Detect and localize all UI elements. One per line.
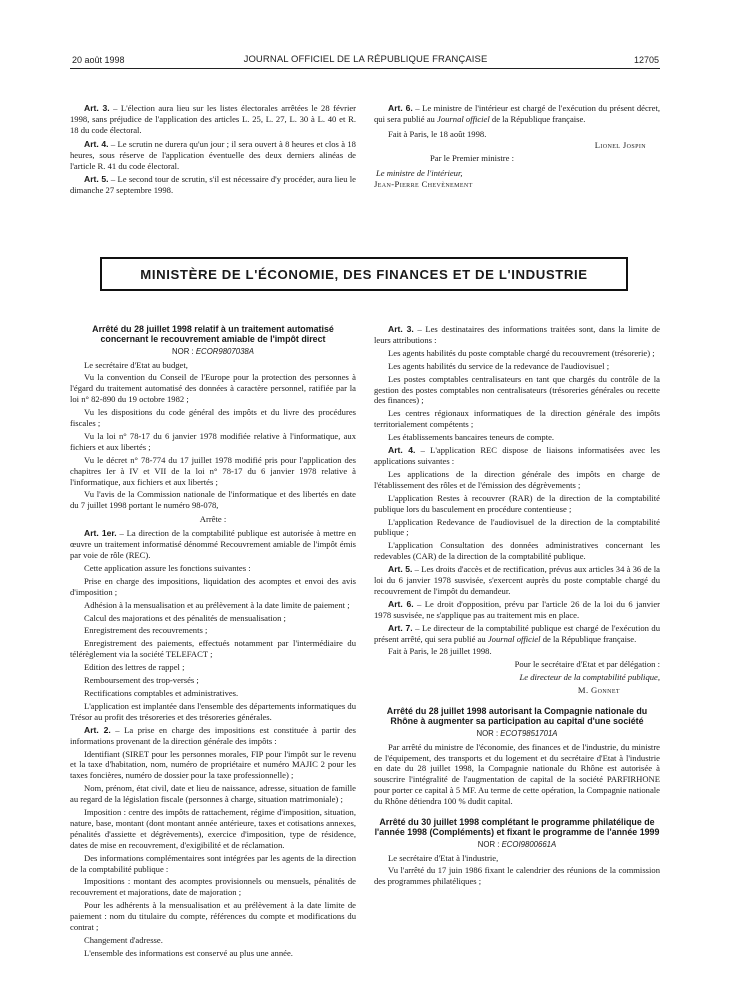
header-date: 20 août 1998 bbox=[72, 55, 125, 65]
article-3: Art. 3. – Les destinataires des informations traitées sont, dans la limite de leurs attributions : bbox=[374, 324, 660, 345]
list-item: L'application Restes à recouvrer (RAR) de la direction de la comptabilité publique lors du basculement en procédure contentieuse ; bbox=[374, 492, 660, 514]
article-2: Art. 2. – La prise en charge des impositions est constituée à partir des informations provenant de la direction générale des impôts : bbox=[70, 724, 356, 746]
list-item: Pour les adhérents à la mensualisation et au prélèvement à la date limite de paiement : nom du titulaire du compte, références du compte et modifications du contrat ; bbox=[70, 900, 356, 933]
list-item: Les agents habilités du poste comptable chargé du recouvrement (trésorerie) ; bbox=[388, 347, 655, 358]
list-item: Rectifications comptables et administratives. bbox=[84, 687, 239, 698]
list-item: Des informations complémentaires sont intégrées par les agents de la direction de la comptabilité publique : bbox=[70, 852, 356, 874]
fait-a-paris-decret: Fait à Paris, le 18 août 1998. bbox=[388, 128, 487, 139]
top-left-column bbox=[70, 103, 356, 198]
list-item: Edition des lettres de rappel ; bbox=[84, 662, 185, 673]
visa-loi-78-17: Vu la loi n° 78-17 du 6 janvier 1978 modifiée relative à l'informatique, aux fichiers et aux libertés ; bbox=[70, 430, 356, 452]
arrete-2-body: Par arrêté du ministre de l'économie, des finances et de l'industrie, du ministre de l'équipement, des transports et du logement et du secrétaire d'Etat à l'industrie en date du 28 juillet 1998, la Compagnie nationale du Rhône est autorisée à souscrire l'intégralité de l'augmentation de capital de la société PARFIRHONE pour porter ce capital à 5 MF. Au terme de cette opération, la Compagnie nationale du Rhône détiendra 100 % dudit capital. bbox=[374, 741, 660, 807]
article-1: Art. 1er. – La direction de la comptabilité publique est autorisée à mettre en œuvre un traitement informatisé dénommé Recouvrement amiable de l'impôt émis par voie de rôle (REC). bbox=[70, 528, 356, 560]
visa-secretaire: Le secrétaire d'Etat au budget, bbox=[84, 359, 188, 370]
list-item: Les établissements bancaires teneurs de compte. bbox=[388, 432, 555, 443]
visa-convention: Vu la convention du Conseil de l'Europe pour la protection des personnes à l'égard du traitement automatisé des données à caractère personnel, ratifiée par la loi n° 82-890 du 19 octobre 1982 ; bbox=[70, 372, 356, 405]
list-item: Calcul des majorations et des pénalités de mensualisation ; bbox=[84, 612, 286, 623]
list-item: Enregistrement des paiements, effectués notamment par l'intermédiaire du télérèglement via la société TELEFACT ; bbox=[70, 638, 356, 660]
signer-gonnet: M. Gonnet bbox=[577, 685, 620, 696]
header-page-number: 12705 bbox=[633, 55, 659, 65]
left-main-column bbox=[70, 324, 356, 961]
arrete-heading: Arrête : bbox=[199, 514, 227, 525]
visa-secretaire-industrie: Le secrétaire d'Etat à l'industrie, bbox=[388, 852, 499, 863]
article-5: Art. 5. – Les droits d'accès et de rectification, prévus aux articles 34 à 36 de la loi du 6 janvier 1978 susvisée, s'exercent auprès du poste comptable chargé du recouvrement de l'impôt du demandeur. bbox=[374, 564, 660, 596]
arrete-3-nor: NOR : ECOI9800661A bbox=[477, 839, 557, 849]
list-item: Impositions : montant des acomptes provisionnels ou mensuels, pénalités de recouvrement et majorations, date de majoration ; bbox=[70, 876, 356, 898]
article-4-decret: Art. 4. – Le scrutin ne durera qu'un jour ; il sera ouvert à 8 heures et clos à 18 heures, sous réserve de l'application éventuelle des deux derniers alinéas de l'article R. 41 du code électoral. bbox=[70, 138, 356, 171]
article-3-decret: Art. 3. – L'élection aura lieu sur les listes électorales arrêtées le 28 février 1998, sans préjudice de l'application des articles L. 25, L. 27, L. 30 à L. 40 et R. 18 du code électoral. bbox=[70, 103, 357, 135]
visa-decret-78-774: Vu le décret n° 78-774 du 17 juillet 1978 modifié pris pour l'application des chapitres Ier à IV et VII de la loi n° 78-17 du 6 janvier 1978 relative à l'informatique, aux fichiers et aux libertés ; bbox=[70, 454, 356, 487]
list-item: Imposition : centre des impôts de rattachement, régime d'imposition, situation, nature, base, montant (dont montant année antérieure, taxes et cotisations annexes, pénalités d'assiette et dégrèvements), exercice d'imposition, type de résidence, dates de mise en recouvrement, d'exigibilité et de réclamation. bbox=[70, 807, 356, 850]
article-7: Art. 7. – Le directeur de la comptabilité publique est chargé de l'exécution du présent arrêté, qui sera publié au Journal officiel de la République française. bbox=[374, 622, 660, 644]
minister-name: Jean-Pierre Chevènement bbox=[374, 179, 473, 190]
list-item: Prise en charge des impositions, liquidation des acomptes et envoi des avis d'imposition ; bbox=[70, 575, 356, 597]
top-right-column bbox=[374, 103, 660, 192]
list-item: L'application Redevance de l'audiovisuel de la direction de la comptabilité publique ; bbox=[374, 516, 660, 538]
right-main-column bbox=[374, 324, 660, 889]
article-5-decret: Art. 5. – Le second tour de scrutin, s'il est nécessaire d'y procéder, aura lieu le dimanche 27 septembre 1998. bbox=[70, 174, 357, 196]
article-6-decret: Art. 6. – Le ministre de l'intérieur est chargé de l'exécution du présent décret, qui sera publié au Journal officiel de la République française. bbox=[374, 103, 660, 124]
arrete-3-title: Arrêté du 30 juillet 1998 complétant le programme philatélique de l'année 1998 (Compléments) et fixant le programme de l'année 1999 bbox=[374, 817, 660, 838]
directeur-title: Le directeur de la comptabilité publique, bbox=[519, 672, 660, 683]
header-rule bbox=[70, 68, 660, 69]
signer-premier-ministre: Lionel Jospin bbox=[594, 139, 646, 150]
article-6: Art. 6. – Le droit d'opposition, prévu par l'article 26 de la loi du 6 janvier 1978 susvisée, ne s'applique pas au traitement mis en place. bbox=[374, 598, 660, 620]
list-item: L'application Consultation des données administratives concernant les redevables (CAR) de la direction de la comptabilité publique. bbox=[374, 540, 660, 562]
list-item: Adhésion à la mensualisation et au prélèvement à la date limite de paiement ; bbox=[84, 599, 350, 610]
fait-a-paris-arrete: Fait à Paris, le 28 juillet 1998. bbox=[388, 646, 492, 657]
ministry-banner: MINISTÈRE DE L'ÉCONOMIE, DES FINANCES ET DE L'INDUSTRIE bbox=[100, 257, 628, 291]
list-item: Les postes comptables centralisateurs en tant que chargés du contrôle de la gestion des postes comptables non centralisateurs (trésoreries générales ou recette des finances) ; bbox=[374, 373, 660, 406]
page-header bbox=[0, 52, 731, 68]
header-journal-title: JOURNAL OFFICIEL DE LA RÉPUBLIQUE FRANÇAISE bbox=[243, 54, 488, 65]
list-item: L'ensemble des informations est conservé au plus une année. bbox=[84, 947, 293, 958]
arrete-2-title: Arrêté du 28 juillet 1998 autorisant la Compagnie nationale du Rhône à augmenter sa participation au capital d'une société bbox=[386, 706, 648, 727]
visa-cnil: Vu l'avis de la Commission nationale de l'informatique et des libertés en date du 7 juillet 1998 portant le numéro 98-078, bbox=[70, 489, 356, 511]
visa-code-impots: Vu les dispositions du code général des impôts et du livre des procédures fiscales ; bbox=[70, 407, 356, 429]
list-item: Les applications de la direction générale des impôts en charge de l'établissement des rôles et de l'émission des dégrèvements ; bbox=[374, 468, 660, 490]
list-item: Cette application assure les fonctions suivantes : bbox=[84, 562, 251, 573]
list-item: Remboursement des trop-versés ; bbox=[84, 675, 199, 686]
list-item: Enregistrement des recouvrements ; bbox=[84, 625, 208, 636]
pour-delegation: Pour le secrétaire d'Etat et par délégation : bbox=[514, 659, 660, 670]
list-item: L'application est implantée dans l'ensemble des départements informatiques du Trésor au profit des trésoreries et des trésoreries générales. bbox=[70, 700, 356, 722]
par-premier-ministre: Par le Premier ministre : bbox=[430, 152, 515, 163]
minister-title: Le ministre de l'intérieur, bbox=[376, 167, 463, 178]
list-item: Les agents habilités du service de la redevance de l'audiovisuel ; bbox=[388, 360, 610, 371]
article-4: Art. 4. – L'application REC dispose de liaisons informatisées avec les applications suivantes : bbox=[374, 445, 661, 466]
arrete-1-title: Arrêté du 28 juillet 1998 relatif à un traitement automatisé concernant le recouvrement amiable de l'impôt direct bbox=[92, 324, 334, 345]
list-item: Les centres régionaux informatiques de la direction générale des impôts territorialement compétents ; bbox=[374, 408, 660, 430]
list-item: Nom, prénom, état civil, date et lieu de naissance, adresse, situation de famille au regard de la législation fiscale (personnes à charge, situation matrimoniale) ; bbox=[70, 783, 356, 805]
arrete-1-nor: NOR : ECOR9807038A bbox=[172, 346, 254, 356]
arrete-2-nor: NOR : ECOT9851701A bbox=[476, 728, 558, 738]
visa-arrete-1986: Vu l'arrêté du 17 juin 1986 fixant le calendrier des réunions de la commission des programmes philatéliques ; bbox=[374, 865, 660, 887]
list-item: Identifiant (SIRET pour les personnes morales, FIP pour l'impôt sur le revenu et la taxe d'habitation, nom, numéro de propriétaire et numéro MAJIC 2 pour les taxes foncières, numéro de dossier pour la taxe professionnelle) ; bbox=[70, 748, 356, 781]
list-item: Changement d'adresse. bbox=[84, 935, 163, 945]
